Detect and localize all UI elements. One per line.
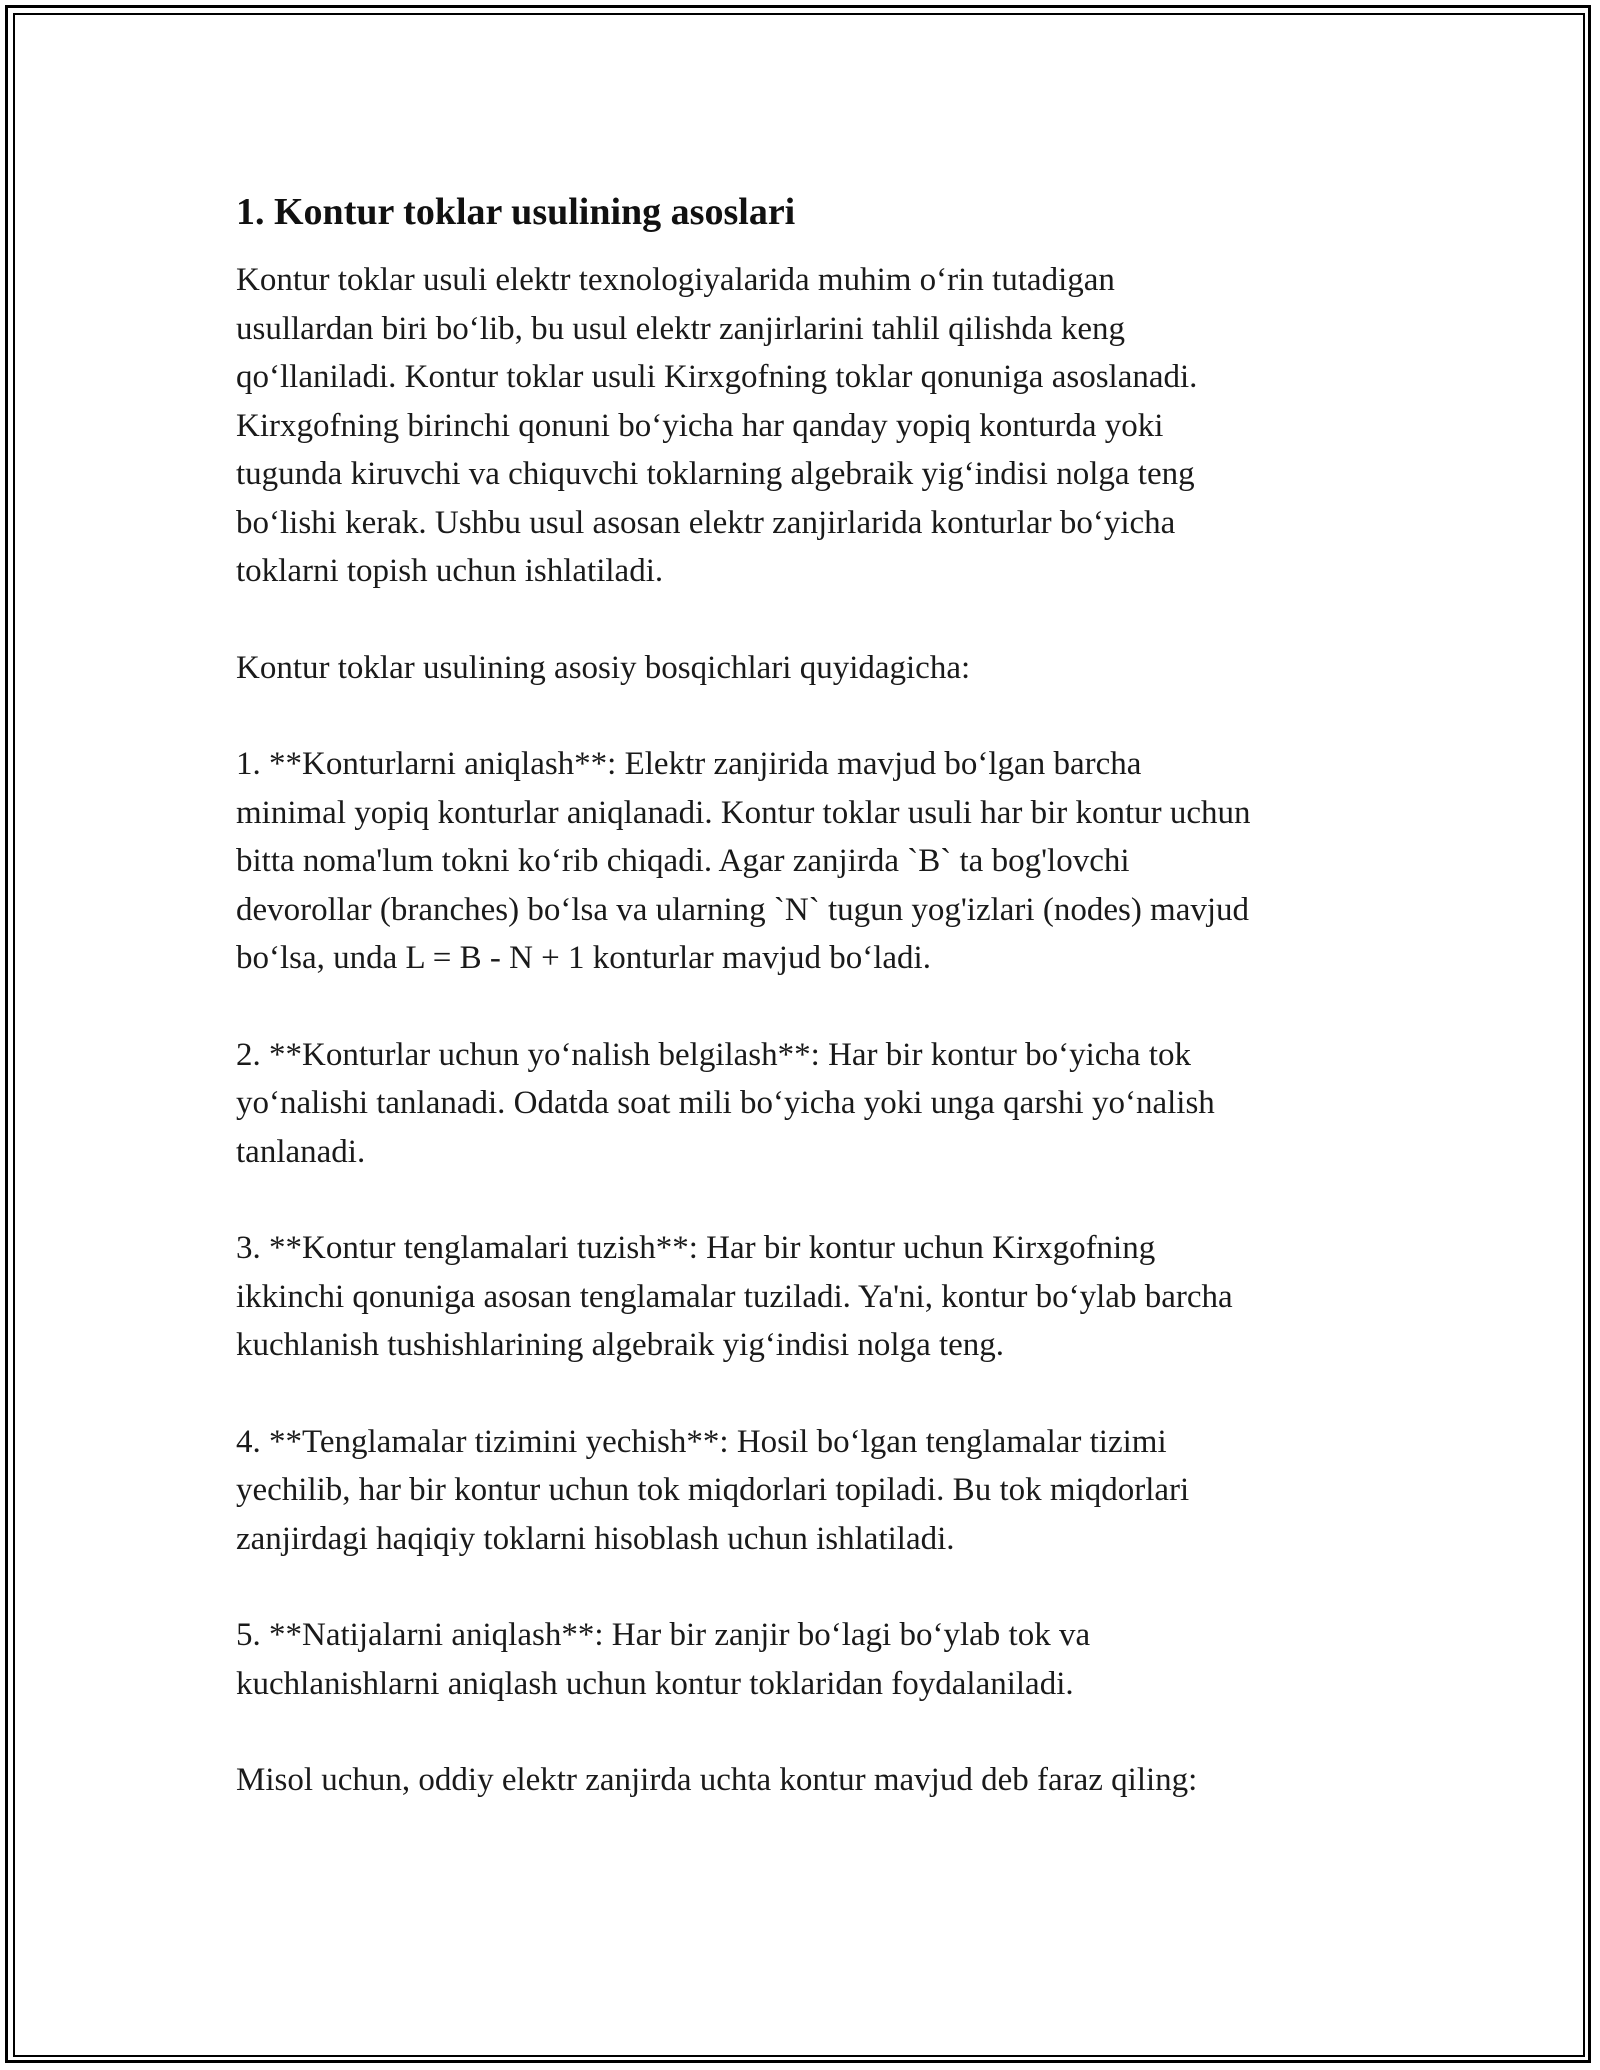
intro-paragraph: Kontur toklar usuli elektr texnologiyalarida muhim o‘rin tutadigan usullardan biri bo‘lib, bu usul elektr zanjirlarini tahlil qilishda keng qo‘llaniladi. Kontur toklar usuli Kirxgofning toklar qonuniga asoslanadi. Kirxgofning birinchi qonuni bo‘yicha har qanday yopiq konturda yoki tugunda kiruvchi va chiquvchi toklarning algebraik yig‘indisi nolga teng bo‘lishi kerak. Ushbu usul asosan elektr zanjirlarida konturlar bo‘yicha toklarni topish uchun ishlatiladi. (236, 262, 1198, 589)
step-4-paragraph: 4. **Tenglamalar tizimini yechish**: Hosil bo‘lgan tenglamalar tizimi yechilib, har bir kontur uchun tok miqdorlari topiladi. Bu tok miqdorlari zanjirdagi haqiqiy toklarni hisoblash uchun ishlatiladi. (236, 1423, 1190, 1557)
step-3-paragraph: 3. **Kontur tenglamalari tuzish**: Har bir kontur uchun Kirxgofning ikkinchi qonuniga asosan tenglamalar tuziladi. Ya'ni, kontur bo‘ylab barcha kuchlanish tushishlarining algebraik yig‘indisi nolga teng. (236, 1230, 1233, 1363)
steps-intro-paragraph: Kontur toklar usulining asosiy bosqichlari quyidagicha: (236, 649, 971, 686)
step-1-paragraph: 1. **Konturlarni aniqlash**: Elektr zanjirida mavjud bo‘lgan barcha minimal yopiq konturlar aniqlanadi. Kontur toklar usuli har bir kontur uchun bitta noma'lum tokni ko‘rib chiqadi. Agar zanjirda `B` ta bog'lovchi devorollar (branches) bo‘lsa va ularning `N` tugun yog'izlari (nodes) mavjud bo‘lsa, unda L = B - N + 1 konturlar mavjud bo‘ladi. (236, 746, 1251, 976)
example-paragraph: Misol uchun, oddiy elektr zanjirda uchta kontur mavjud deb faraz qiling: (236, 1762, 1198, 1798)
step-2-paragraph: 2. **Konturlar uchun yo‘nalish belgilash**: Har bir kontur bo‘yicha tok yo‘nalishi tanlanadi. Odatda soat mili bo‘yicha yoki unga qarshi yo‘nalish tanlanadi. (236, 1036, 1215, 1170)
document-body (236, 186, 1376, 1853)
section-heading: 1. Kontur toklar usulining asoslari (236, 191, 796, 233)
step-5-paragraph: 5. **Natijalarni aniqlash**: Har bir zanjir bo‘lagi bo‘ylab tok va kuchlanishlarni aniqlash uchun kontur toklaridan foydalaniladi. (236, 1617, 1091, 1702)
